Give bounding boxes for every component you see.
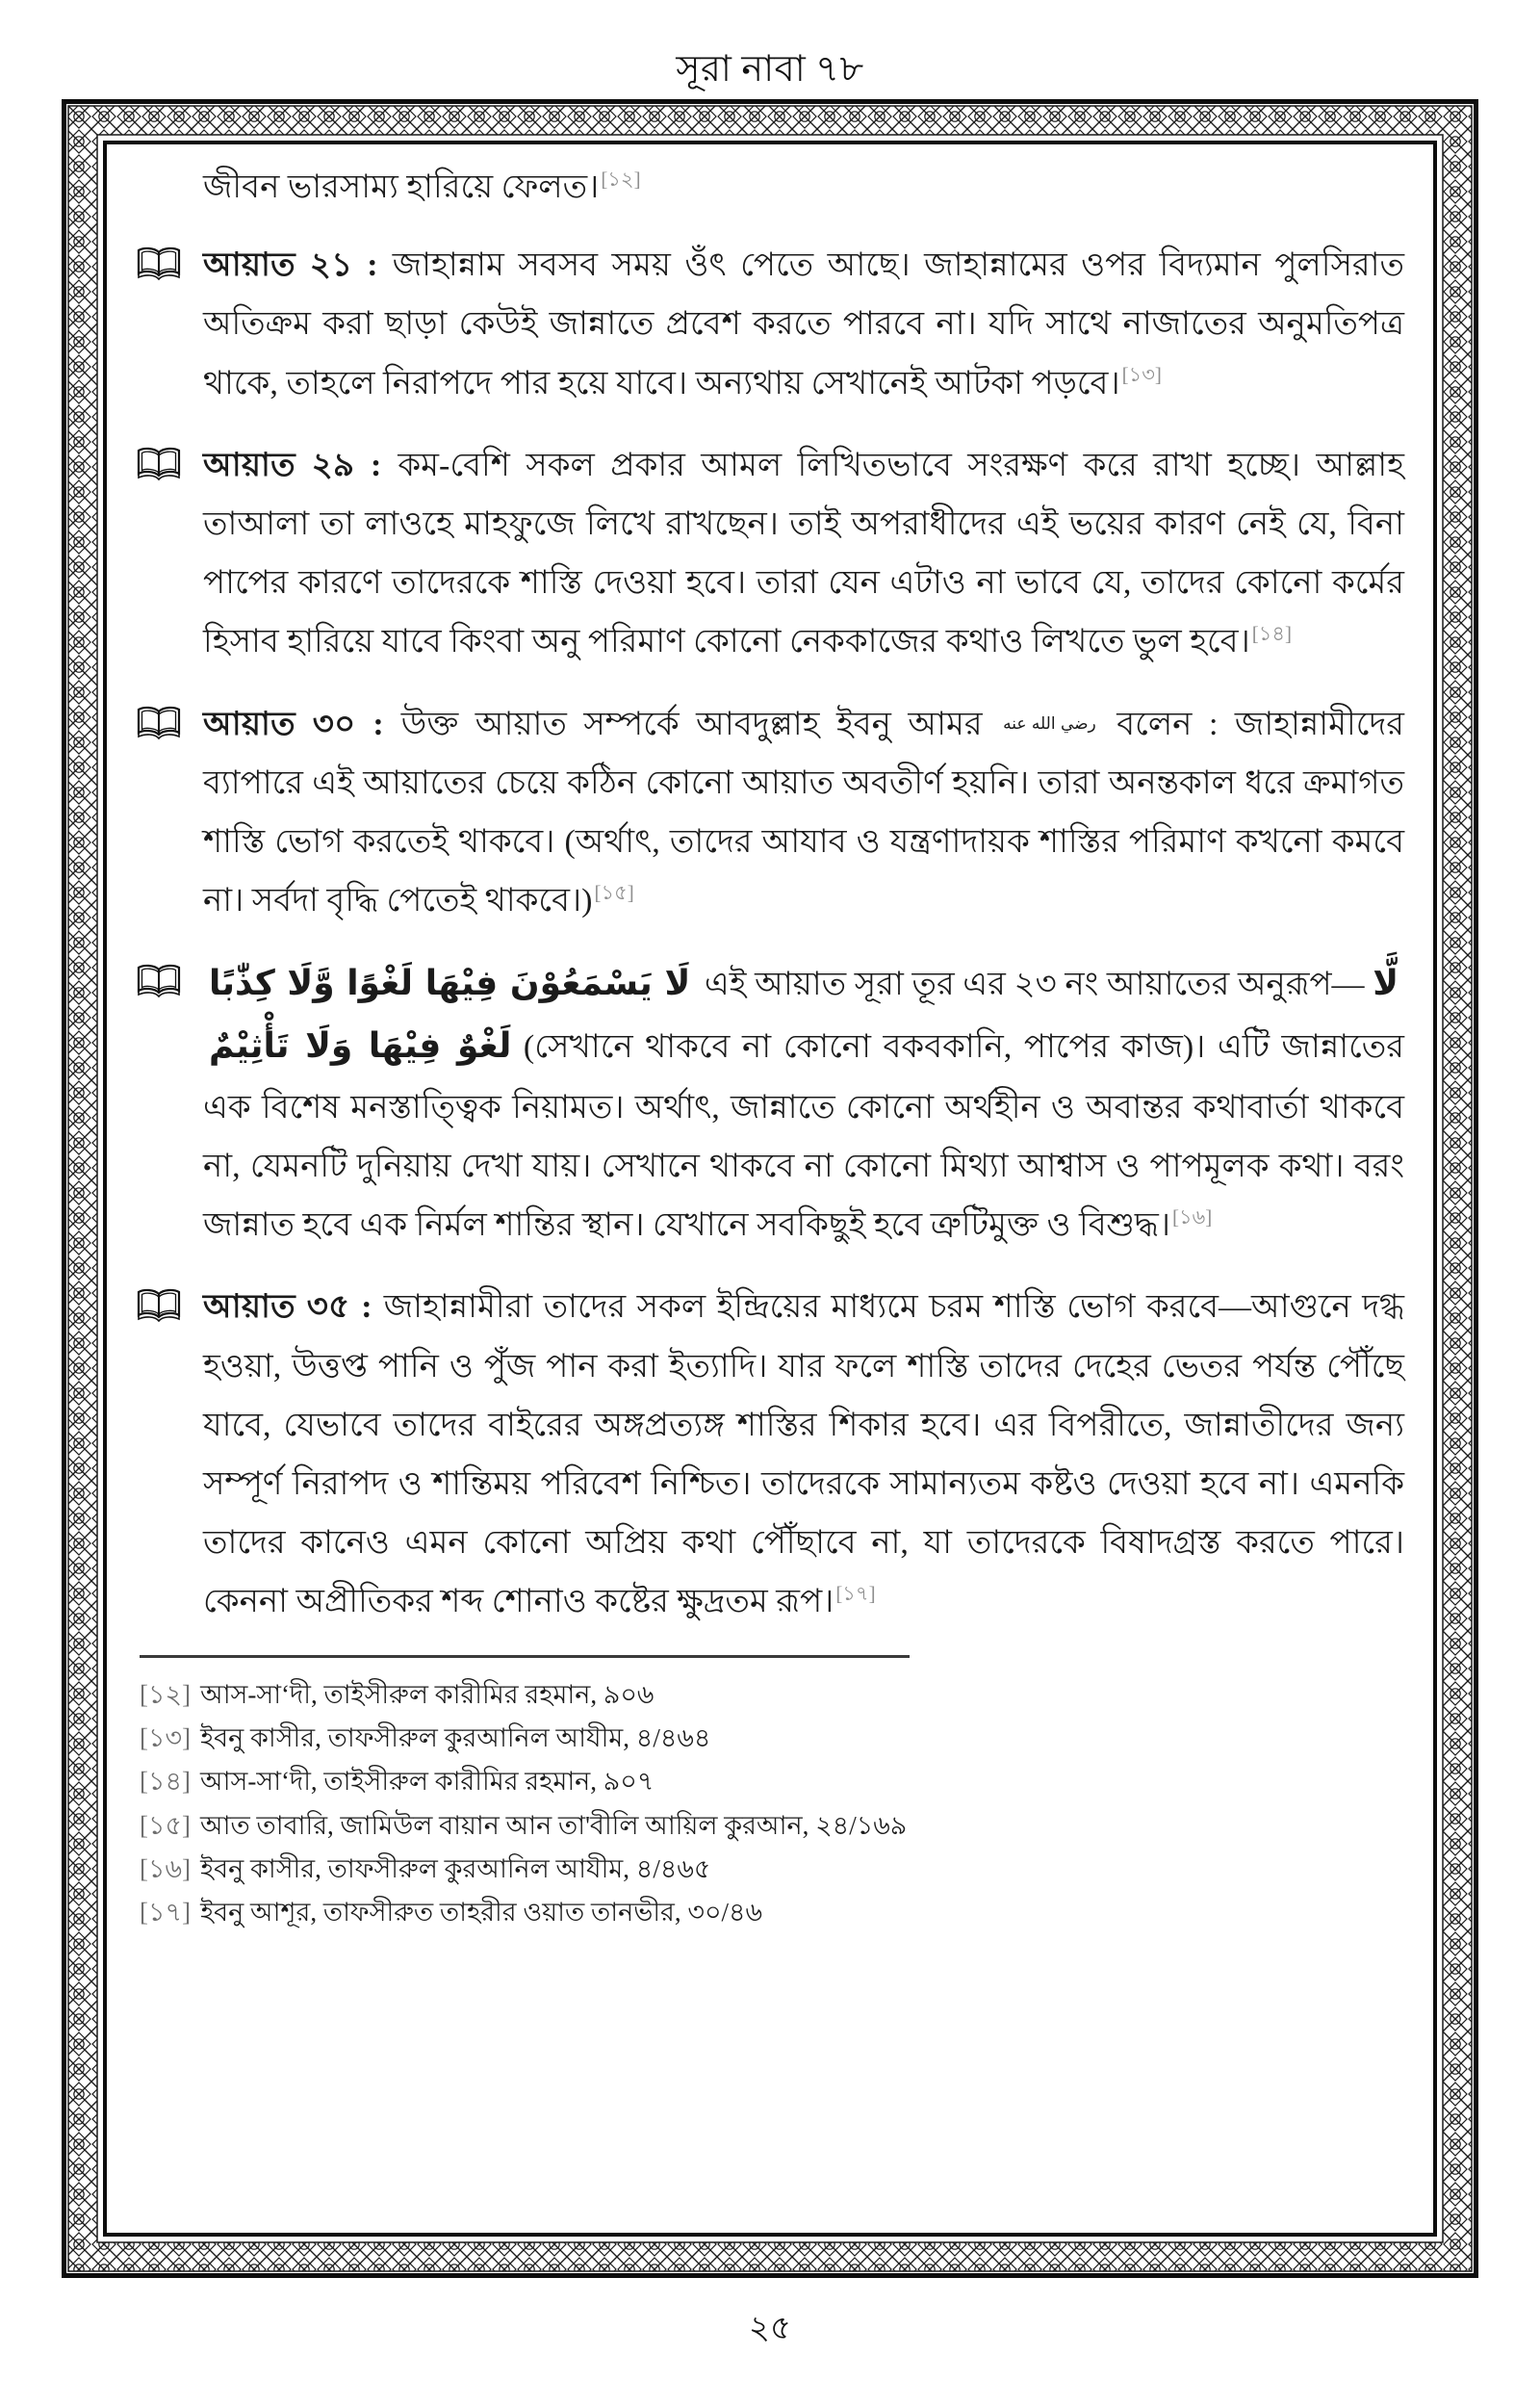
footnote-separator <box>140 1655 910 1658</box>
ayat-label: আয়াত ২৯ : <box>203 447 398 483</box>
entries <box>136 158 1404 1632</box>
footnote-ref: [১২] <box>601 167 641 191</box>
footnote-number: [১৬] <box>140 1853 192 1883</box>
body-text: উক্ত আয়াত সম্পর্কে আবদুল্লাহ ইবনু আমর <box>400 706 1000 742</box>
footnote-ref: [১৫] <box>594 880 634 904</box>
footnote-text: আত তাবারি, জামিউল বায়ান আন তা'বীলি আয়িল কুরআন, ২৪/১৬৯ <box>200 1810 908 1840</box>
footnote-ref: [১৩] <box>1121 363 1162 387</box>
open-book-icon <box>136 695 203 741</box>
footnote-text: আস-সা‘দী, তাইসীরুল কারীমির রহমান, ৯০৬ <box>200 1679 654 1709</box>
body-text: এই আয়াত সূরা তূর এর ২৩ নং আয়াতের অনুরূপ— <box>696 967 1373 1003</box>
footnote-number: [১৩] <box>140 1722 192 1752</box>
ayat-paragraph <box>136 1278 1404 1631</box>
radiallahu-anhu-honorific: رضي الله عنه <box>1003 713 1096 734</box>
ayat-paragraph <box>136 236 1404 413</box>
footnote-number: [১৭] <box>140 1898 192 1928</box>
ayat-paragraph <box>136 953 1404 1255</box>
footnotes <box>140 1673 1404 1935</box>
paragraph-text <box>203 1278 1404 1631</box>
page-title: সূরা নাবা ৭৮ <box>676 49 864 90</box>
decorative-page-frame <box>62 99 1478 2278</box>
arabic-verse: لَا يَسْمَعُوْنَ فِيْهَا لَغْوًا وَّلَا كِذّٰبًا <box>209 964 691 1004</box>
footnote-line <box>140 1717 1404 1760</box>
footnote-text: ইবনু আশূর, তাফসীরুত তাহরীর ওয়াত তানভীর, ৩০/৪৬ <box>200 1898 763 1928</box>
paragraph-text <box>203 158 1404 217</box>
paragraph-text <box>203 436 1404 672</box>
footnote-text: আস-সা‘দী, তাইসীরুল কারীমির রহমান, ৯০৭ <box>200 1767 654 1797</box>
paragraph-text <box>203 236 1404 413</box>
footnote-line <box>140 1804 1404 1848</box>
ayat-label: আয়াত ২১ : <box>203 247 393 284</box>
continuation-paragraph <box>136 158 1404 217</box>
footnote-number: [১২] <box>140 1679 192 1709</box>
page-body <box>103 141 1437 2237</box>
footnote-ref: [১৪] <box>1251 621 1293 645</box>
footnote-line <box>140 1760 1404 1803</box>
open-book-icon <box>136 436 203 482</box>
body-text: কম-বেশি সকল প্রকার আমল লিখিতভাবে সংরক্ষণ করে রাখা হচ্ছে। আল্লাহ তাআলা তা লাওহে মাহফুজে লিখে রাখছেন। তাই অপরাধীদের এই ভয়ের কারণ নেই যে, বিনা পাপের কারণে তাদেরকে শাস্তি দেওয়া হবে। তারা যেন এটাও না ভাবে যে, তাদের কোনো কর্মের হিসাব হারিয়ে যাবে কিংবা অনু পরিমাণ কোনো নেককাজের কথাও লিখতে ভুল হবে। <box>203 447 1404 660</box>
ayat-paragraph <box>136 695 1404 931</box>
ayat-label: আয়াত ৩৫ : <box>203 1289 384 1326</box>
footnote-number: [১৫] <box>140 1810 192 1840</box>
footnote-number: [১৪] <box>140 1767 192 1797</box>
footnote-ref: [১৬] <box>1172 1204 1213 1229</box>
body-text: জাহান্নাম সবসব সময় ওঁৎ পেতে আছে। জাহান্নামের ওপর বিদ্যমান পুলসিরাত অতিক্রম করা ছাড়া কেউই জান্নাতে প্রবেশ করতে পারবে না। যদি সাথে নাজাতের অনুমতিপত্র থাকে, তাহলে নিরাপদে পার হয়ে যাবে। অন্যথায় সেখানেই আটকা পড়বে। <box>203 247 1404 401</box>
footnote-line <box>140 1673 1404 1717</box>
open-book-icon <box>136 1278 203 1324</box>
footnote-line <box>140 1891 1404 1934</box>
ayat-label: আয়াত ৩০ : <box>203 706 401 742</box>
footnote-line <box>140 1848 1404 1891</box>
open-book-icon <box>136 236 203 282</box>
footnote-text: ইবনু কাসীর, তাফসীরুল কুরআনিল আযীম, ৪/৪৬৫ <box>200 1853 711 1883</box>
ayat-paragraph <box>136 436 1404 672</box>
open-book-icon <box>136 953 203 999</box>
body-text: বলেন : জাহান্নামীদের ব্যাপারে এই আয়াতের চেয়ে কঠিন কোনো আয়াত অবতীর্ণ হয়নি। তারা অনন্তকাল ধরে ক্রমাগত শাস্তি ভোগ করতেই থাকবে। (অর্থাৎ, তাদের আযাব ও যন্ত্রণাদায়ক শাস্তির পরিমাণ কখনো কমবে না। সর্বদা বৃদ্ধি পেতেই থাকবে।) <box>203 706 1405 919</box>
page-number: ২৫ <box>748 2311 792 2346</box>
footnote-text: ইবনু কাসীর, তাফসীরুল কুরআনিল আযীম, ৪/৪৬৪ <box>200 1722 711 1752</box>
body-text: জাহান্নামীরা তাদের সকল ইন্দ্রিয়ের মাধ্যমে চরম শাস্তি ভোগ করবে—আগুনে দগ্ধ হওয়া, উত্তপ্ত পানি ও পুঁজ পান করা ইত্যাদি। যার ফলে শাস্তি তাদের দেহের ভেতর পর্যন্ত পৌঁছে যাবে, যেভাবে তাদের বাইরের অঙ্গপ্রত্যঙ্গ শাস্তির শিকার হবে। এর বিপরীতে, জান্নাতীদের জন্য সম্পূর্ণ নিরাপদ ও শান্তিময় পরিবেশ নিশ্চিত। তাদেরকে সামান্যতম কষ্টও দেওয়া হবে না। এমনকি তাদের কানেও এমন কোনো অপ্রিয় কথা পৌঁছাবে না, যা তাদেরকে বিষাদগ্রস্ত করতে পারে। কেননা অপ্রীতিকর শব্দ শোনাও কষ্টের ক্ষুদ্রতম রূপ। <box>203 1289 1405 1620</box>
arabic-verse: لَّا لَغْوٌ فِيْهَا وَلَا تَأْثِيْمٌ <box>209 964 1399 1067</box>
body-text: জীবন ভারসাম্য হারিয়ে ফেলত। <box>203 169 600 205</box>
paragraph-text <box>203 695 1404 931</box>
icon-spacer <box>136 158 203 168</box>
paragraph-text <box>203 953 1404 1255</box>
footnote-ref: [১৭] <box>835 1582 876 1606</box>
body-text: (সেখানে থাকবে না কোনো বকবকানি, পাপের কাজ)। এটি জান্নাতের এক বিশেষ মনস্তাত্ত্বিক নিয়ামত। অর্থাৎ, জান্নাতে কোনো অর্থহীন ও অবান্তর কথাবার্তা থাকবে না, যেমনটি দুনিয়ায় দেখা যায়। সেখানে থাকবে না কোনো মিথ্যা আশ্বাস ও পাপমূলক কথা। বরং জান্নাত হবে এক নির্মল শান্তির স্থান। যেখানে সবকিছুই হবে ত্রুটিমুক্ত ও বিশুদ্ধ। <box>203 1029 1404 1244</box>
